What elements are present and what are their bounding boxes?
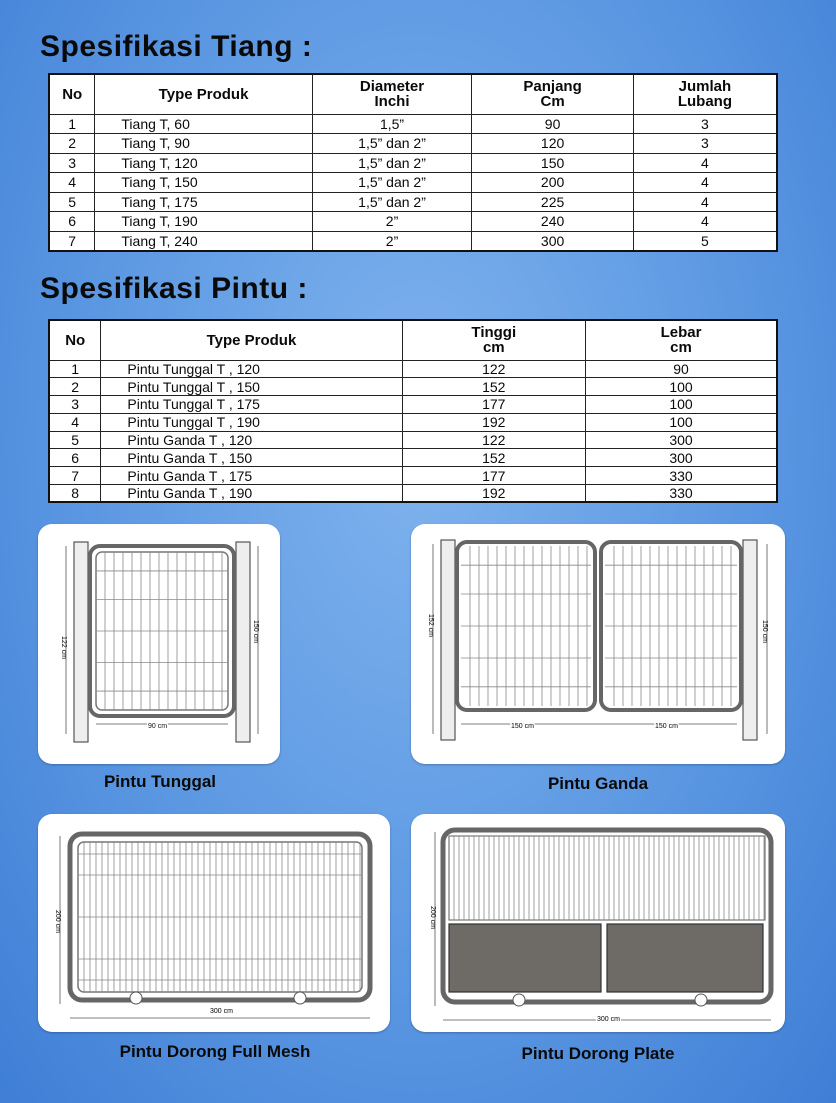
tiang-cell-no: 6	[49, 212, 95, 232]
tiang-cell-panjang: 90	[472, 114, 634, 134]
pintu-cell-no: 8	[49, 485, 101, 503]
full-mesh-height: 200 cm	[54, 910, 61, 933]
pintu-cell-no: 3	[49, 396, 101, 414]
tiang-cell-no: 4	[49, 173, 95, 193]
tiang-cell-no: 3	[49, 153, 95, 173]
tiang-header-no: No	[49, 74, 95, 114]
full-mesh-width: 300 cm	[210, 1008, 233, 1015]
pintu-row	[49, 396, 777, 414]
tiang-row	[49, 134, 777, 154]
tiang-cell-panjang: 200	[472, 173, 634, 193]
pintu-cell-tinggi: 177	[402, 467, 585, 485]
pintu-row	[49, 413, 777, 431]
tiang-row	[49, 212, 777, 232]
tiang-cell-jumlah: 3	[633, 114, 777, 134]
pintu-cell-type: Pintu Ganda T , 120	[101, 431, 402, 449]
tiang-cell-jumlah: 3	[633, 134, 777, 154]
pintu-cell-type: Pintu Tunggal T , 120	[101, 360, 402, 378]
pintu-header-row	[49, 320, 777, 360]
tiang-cell-diameter: 1,5” dan 2”	[312, 153, 472, 173]
pintu-cell-no: 4	[49, 413, 101, 431]
ganda-width-right: 150 cm	[655, 723, 678, 730]
pintu-cell-tinggi: 152	[402, 449, 585, 467]
pintu-cell-tinggi: 122	[402, 360, 585, 378]
tiang-cell-jumlah: 4	[633, 173, 777, 193]
tiang-cell-no: 1	[49, 114, 95, 134]
tiang-row	[49, 173, 777, 193]
pintu-cell-lebar: 330	[586, 485, 777, 503]
tunggal-height-left: 122 cm	[60, 636, 67, 659]
full-mesh-card	[38, 814, 390, 1032]
pintu-row	[49, 360, 777, 378]
pintu-cell-type: Pintu Ganda T , 175	[101, 467, 402, 485]
pintu-tunggal-caption: Pintu Tunggal	[103, 772, 217, 791]
tiang-cell-diameter: 2”	[312, 231, 472, 251]
tiang-cell-type: Tiang T, 175	[95, 192, 312, 212]
pintu-tunggal-diagram	[38, 524, 280, 764]
pintu-cell-tinggi: 152	[402, 378, 585, 396]
tiang-header-type: Type Produk	[95, 74, 312, 114]
pintu-cell-no: 5	[49, 431, 101, 449]
pintu-table	[48, 319, 778, 503]
tiang-cell-panjang: 240	[472, 212, 634, 232]
pintu-cell-tinggi: 192	[402, 413, 585, 431]
tiang-cell-type: Tiang T, 150	[95, 173, 312, 193]
tiang-header-jumlah: Jumlah Lubang	[633, 74, 777, 114]
tiang-cell-no: 2	[49, 134, 95, 154]
tiang-cell-jumlah: 5	[633, 231, 777, 251]
tiang-cell-jumlah: 4	[633, 153, 777, 173]
pintu-cell-lebar: 90	[586, 360, 777, 378]
tiang-cell-jumlah: 4	[633, 192, 777, 212]
plate-card	[411, 814, 785, 1032]
tiang-cell-diameter: 1,5”	[312, 114, 472, 134]
tiang-cell-panjang: 150	[472, 153, 634, 173]
pintu-row	[49, 485, 777, 503]
tiang-row	[49, 231, 777, 251]
tiang-header-row	[49, 74, 777, 114]
tiang-cell-type: Tiang T, 190	[95, 212, 312, 232]
tiang-header-diameter: Diameter Inchi	[312, 74, 472, 114]
pintu-cell-lebar: 300	[586, 431, 777, 449]
tiang-cell-diameter: 1,5” dan 2”	[312, 134, 472, 154]
pintu-cell-lebar: 100	[586, 396, 777, 414]
full-mesh-caption: Pintu Dorong Full Mesh	[119, 1042, 311, 1061]
pintu-header-type: Type Produk	[101, 320, 402, 360]
pintu-cell-lebar: 100	[586, 413, 777, 431]
pintu-cell-no: 7	[49, 467, 101, 485]
tiang-cell-type: Tiang T, 60	[95, 114, 312, 134]
tiang-cell-diameter: 1,5” dan 2”	[312, 192, 472, 212]
pintu-cell-lebar: 100	[586, 378, 777, 396]
tunggal-height-right: 150 cm	[252, 620, 259, 643]
tiang-cell-no: 5	[49, 192, 95, 212]
ganda-height-left: 152 cm	[427, 614, 434, 637]
plate-caption: Pintu Dorong Plate	[521, 1044, 675, 1063]
pintu-ganda-card	[411, 524, 785, 764]
tiang-cell-type: Tiang T, 120	[95, 153, 312, 173]
pintu-cell-lebar: 300	[586, 449, 777, 467]
tiang-row	[49, 114, 777, 134]
tiang-cell-panjang: 300	[472, 231, 634, 251]
tiang-row	[49, 192, 777, 212]
tiang-cell-panjang: 225	[472, 192, 634, 212]
pintu-cell-tinggi: 192	[402, 485, 585, 503]
plate-height: 200 cm	[429, 906, 436, 929]
pintu-header-lebar: Lebar cm	[586, 320, 777, 360]
tiang-cell-no: 7	[49, 231, 95, 251]
pintu-row	[49, 467, 777, 485]
pintu-cell-tinggi: 177	[402, 396, 585, 414]
pintu-cell-lebar: 330	[586, 467, 777, 485]
tiang-header-panjang: Panjang Cm	[472, 74, 634, 114]
pintu-row	[49, 378, 777, 396]
pintu-title: Spesifikasi Pintu :	[40, 272, 308, 305]
ganda-width-left: 150 cm	[511, 723, 534, 730]
pintu-cell-type: Pintu Tunggal T , 150	[101, 378, 402, 396]
pintu-cell-type: Pintu Tunggal T , 175	[101, 396, 402, 414]
tiang-cell-diameter: 1,5” dan 2”	[312, 173, 472, 193]
pintu-row	[49, 449, 777, 467]
tiang-cell-panjang: 120	[472, 134, 634, 154]
pintu-row	[49, 431, 777, 449]
pintu-cell-type: Pintu Ganda T , 190	[101, 485, 402, 503]
ganda-height-right: 150 cm	[761, 620, 768, 643]
pintu-header-tinggi: Tinggi cm	[402, 320, 585, 360]
tiang-cell-diameter: 2”	[312, 212, 472, 232]
pintu-ganda-diagram	[411, 524, 785, 764]
pintu-ganda-caption: Pintu Ganda	[547, 774, 649, 793]
tiang-cell-jumlah: 4	[633, 212, 777, 232]
pintu-header-no: No	[49, 320, 101, 360]
plate-diagram	[411, 814, 785, 1032]
pintu-cell-tinggi: 122	[402, 431, 585, 449]
full-mesh-diagram	[38, 814, 390, 1032]
tiang-row	[49, 153, 777, 173]
tiang-title: Spesifikasi Tiang :	[40, 30, 313, 63]
tiang-table	[48, 73, 778, 252]
tunggal-width: 90 cm	[148, 723, 168, 730]
pintu-cell-no: 2	[49, 378, 101, 396]
pintu-cell-type: Pintu Tunggal T , 190	[101, 413, 402, 431]
tiang-cell-type: Tiang T, 240	[95, 231, 312, 251]
pintu-cell-type: Pintu Ganda T , 150	[101, 449, 402, 467]
pintu-cell-no: 1	[49, 360, 101, 378]
pintu-cell-no: 6	[49, 449, 101, 467]
plate-width: 300 cm	[597, 1016, 620, 1023]
tiang-cell-type: Tiang T, 90	[95, 134, 312, 154]
pintu-tunggal-card	[38, 524, 280, 764]
